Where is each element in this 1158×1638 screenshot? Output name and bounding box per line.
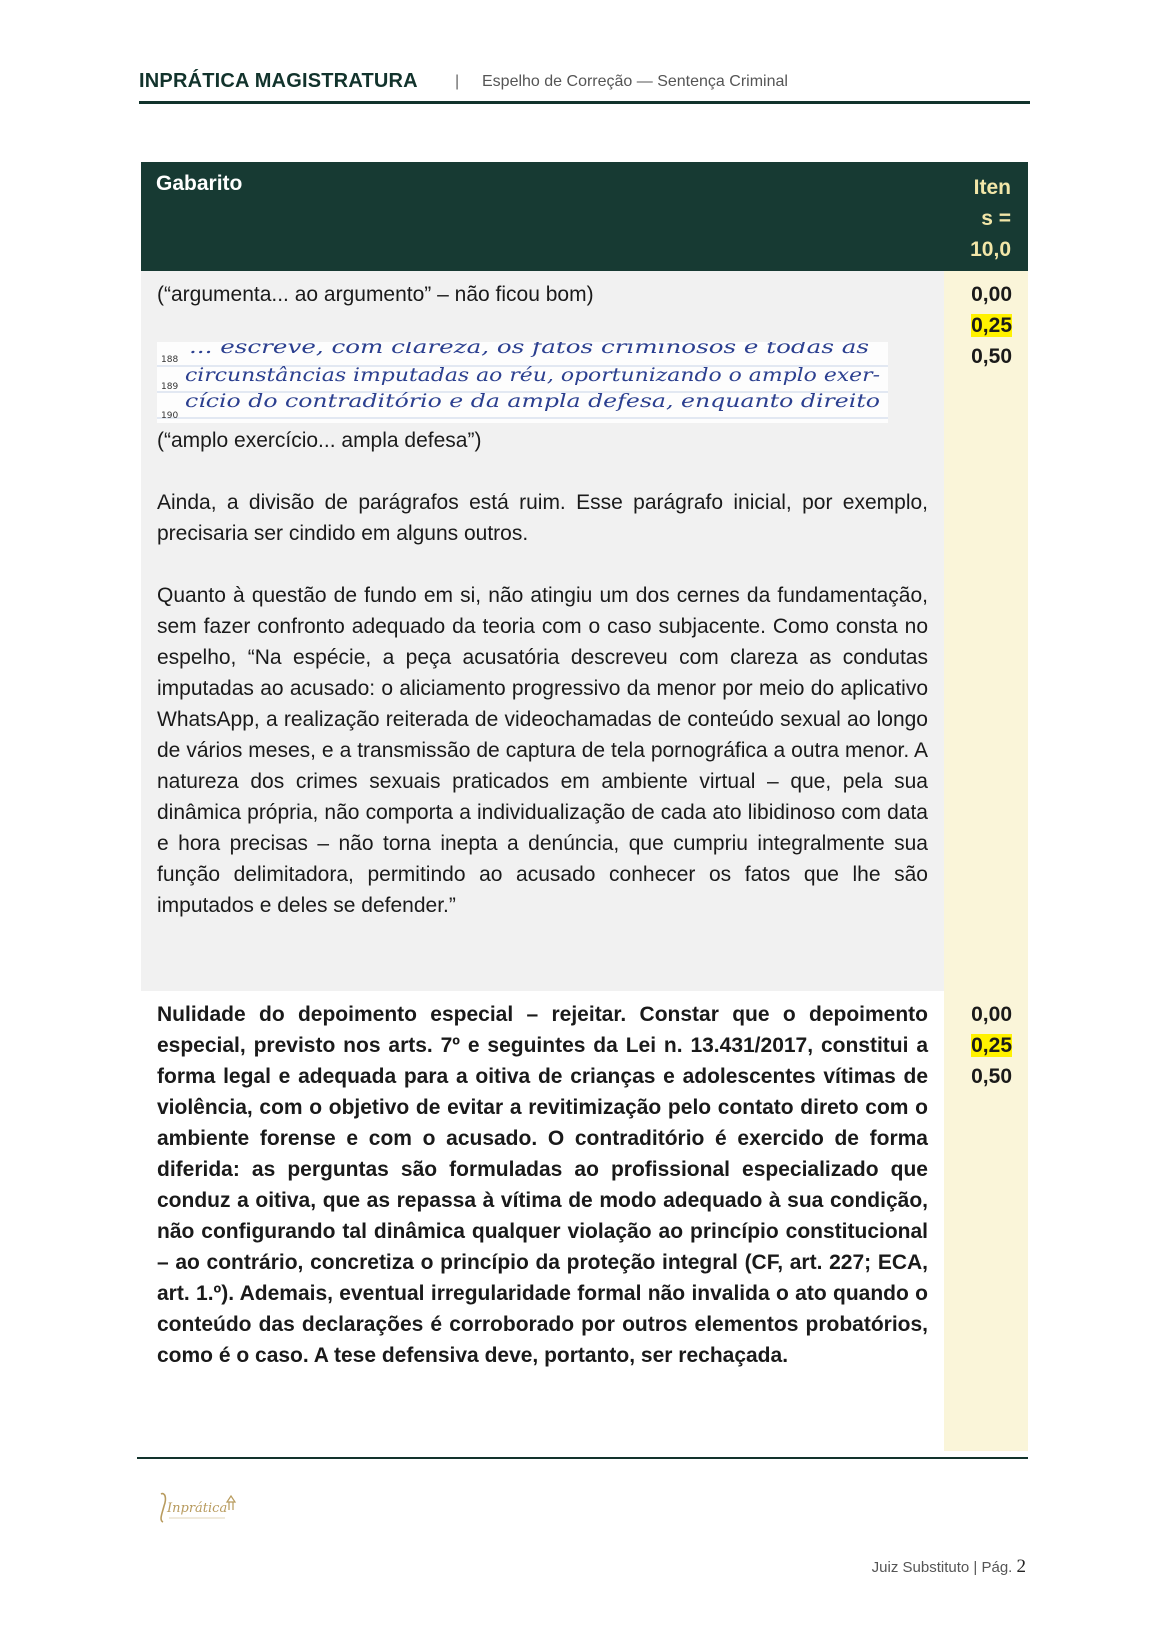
footer-label: Juiz Substituto — [871, 1559, 970, 1576]
page-footer — [872, 1556, 1026, 1578]
feedback-line: (“argumenta... ao argumento” – não ficou bom) — [157, 283, 594, 306]
score-options — [971, 999, 1012, 1092]
header-separator: | — [455, 73, 460, 90]
feedback-line: (“amplo exercício... ampla defesa”) — [157, 429, 482, 452]
score-options — [971, 279, 1012, 372]
column-itens-line: s = — [981, 207, 1011, 230]
score-cell — [944, 271, 1028, 991]
score-option: 0,00 — [971, 1003, 1012, 1026]
score-option: 0,00 — [971, 283, 1012, 306]
score-option: 0,50 — [971, 345, 1012, 368]
header-divider — [139, 101, 1030, 104]
page-label: Pág. — [981, 1559, 1013, 1576]
score-cell — [944, 991, 1028, 1451]
line-number: 190 — [161, 411, 179, 421]
page-number: 2 — [1016, 1556, 1026, 1577]
line-number: 188 — [161, 355, 179, 365]
feedback-paragraph: Quanto à questão de fundo em si, não atingiu um dos cernes da fundamentação, sem fazer confronto adequado da teoria com o caso subjacente. Como consta no espelho, “Na espécie, a peça acusatória descreveu com clareza as condutas imputadas ao acusado: o aliciamento progressivo da menor por meio do aplicativo WhatsApp, a realização reiterada de videochamadas de conteúdo sexual ao longo de vários meses, e a transmissão de captura de tela pornográfica a outra menor. A natureza dos crimes sexuais praticados em ambiente virtual – que, pela sua dinâmica própria, não comporta a individualização de cada ato libidinoso com data e hora precisas – não torna inepta a denúncia, que cumpriu integralmente sua função delimitadora, permitindo ao acusado conhecer os fatos que lhe são imputados e deles se defender.” — [157, 584, 928, 917]
handwriting-line: ... escreve, com clareza, os fatos criminosos e todas as — [189, 342, 870, 358]
column-itens-line: 10,0 — [970, 238, 1011, 261]
table-header — [141, 162, 1028, 271]
handwriting-excerpt-image — [157, 342, 888, 423]
criterion-text: Nulidade do depoimento especial – rejeitar. Constar que o depoimento especial, previsto nos arts. 7º e seguintes da Lei n. 13.431/2017, constitui a forma legal e adequada para a oitiva de crianças e adolescentes vítimas de violência, com o objetivo de evitar a revitimização pelo contato direto com o ambiente forense e com o acusado. O contraditório é exercido de forma diferida: as perguntas são formuladas ao profissional especializado que conduz a oitiva, que as repassa à vítima de modo adequado à sua condição, não configurando tal dinâmica qualquer violação ao princípio constitucional – ao contrário, concretiza o princípio da proteção integral (CF, art. 227; ECA, art. 1.º). Ademais, eventual irregularidade formal não invalida o ato quando o conteúdo das declarações é corroborado por outros elementos probatórios, como é o caso. A tese defensiva deve, portanto, ser rechaçada. — [157, 1003, 928, 1367]
inpratica-logo — [155, 1488, 245, 1528]
score-option-selected: 0,25 — [971, 314, 1012, 337]
feedback-paragraph: Ainda, a divisão de parágrafos está ruim. Esse parágrafo inicial, por exemplo, precisaria ser cindido em alguns outros. — [157, 491, 928, 545]
column-itens — [941, 172, 1011, 265]
column-gabarito: Gabarito — [156, 172, 243, 195]
handwriting-line: cício do contraditório e da ampla defesa, enquanto direito — [185, 390, 880, 412]
page-header — [139, 66, 1029, 106]
handwriting-line: circunstâncias imputadas ao réu, oportunizando o amplo exer- — [185, 364, 880, 386]
brand-title: INPRÁTICA MAGISTRATURA — [139, 70, 418, 92]
score-option-selected: 0,25 — [971, 1034, 1012, 1057]
feedback-cell — [141, 271, 944, 991]
footer-separator: | — [973, 1559, 978, 1576]
criterion-cell — [141, 991, 944, 1451]
line-number: 189 — [161, 382, 179, 392]
score-option: 0,50 — [971, 1065, 1012, 1088]
logo-wordmark: Inprática — [167, 1501, 228, 1516]
document-subtitle: Espelho de Correção — Sentença Criminal — [482, 73, 788, 90]
footer-divider — [137, 1457, 1028, 1459]
column-itens-line: Iten — [973, 176, 1011, 199]
